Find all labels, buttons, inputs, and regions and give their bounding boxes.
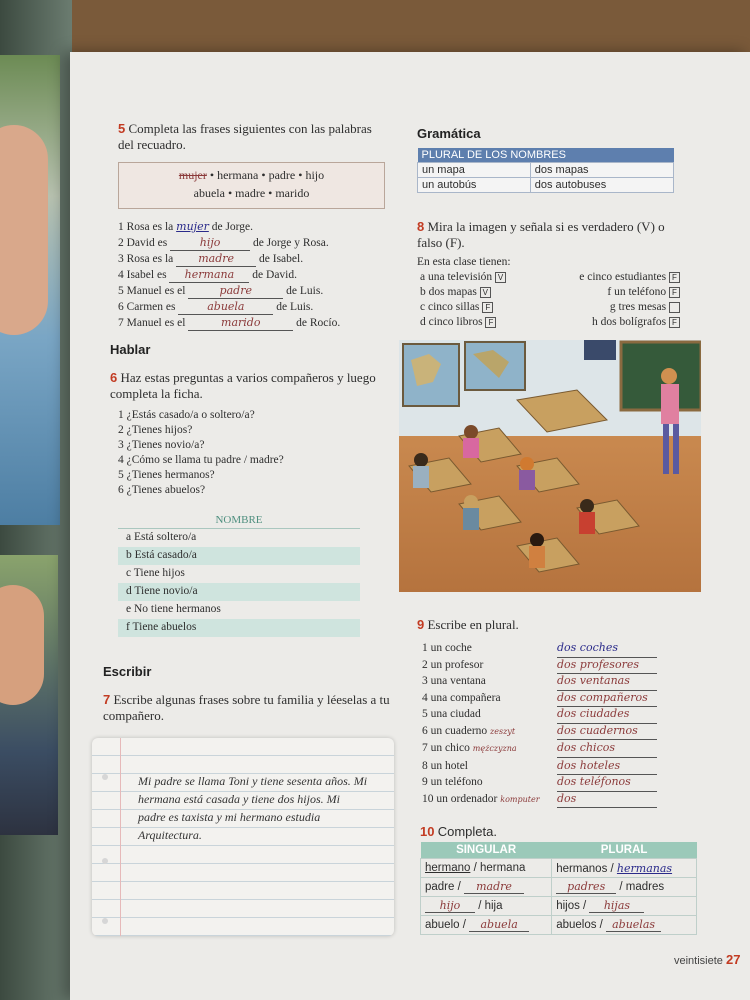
television bbox=[584, 340, 616, 360]
ficha-row[interactable]: d Tiene novio/a bbox=[118, 583, 360, 601]
left-page-edge bbox=[0, 0, 72, 1000]
vf-checkbox[interactable]: F bbox=[482, 302, 493, 313]
ex5-instruction: 5 Completa las frases siguientes con las palabras del recuadro. bbox=[118, 121, 372, 152]
word-5: abuela bbox=[193, 186, 225, 200]
ficha-row[interactable]: c Tiene hijos bbox=[126, 567, 185, 579]
list-item: 6 ¿Tienes abuelos? bbox=[118, 484, 206, 496]
table-row: un autobús dos autobuses bbox=[418, 178, 674, 193]
word-3: padre bbox=[268, 168, 296, 182]
ex5-sentence[interactable]: 2 David es hijo de Jorge y Rosa. bbox=[118, 236, 329, 249]
ex5-word-box: mujer • hermana • padre • hijo abuela • madre • marido bbox=[118, 162, 385, 209]
vf-checkbox[interactable]: F bbox=[669, 317, 680, 328]
ex5-sentence[interactable]: 4 Isabel es hermana de David. bbox=[118, 268, 298, 281]
table-row: un mapa dos mapas bbox=[418, 163, 674, 178]
ex9-row[interactable]: 9 un teléfono dos teléfonos bbox=[422, 774, 662, 791]
vf-item[interactable]: g tres mesas bbox=[610, 300, 680, 315]
vf-item[interactable]: a una televisión V bbox=[420, 270, 506, 285]
vf-checkbox[interactable]: F bbox=[669, 287, 680, 298]
ex9-row[interactable]: 7 un chico mężczyzna dos chicos bbox=[422, 740, 662, 758]
ficha-table bbox=[118, 512, 360, 637]
vf-item[interactable]: f un teléfono F bbox=[607, 285, 680, 300]
col-plural: PLURAL bbox=[552, 842, 697, 859]
ficha-row[interactable]: a Está soltero/a bbox=[126, 531, 197, 543]
ficha-header: NOMBRE bbox=[118, 512, 360, 529]
ex9-instruction: 9 Escribe en plural. bbox=[417, 617, 519, 632]
table-row[interactable]: hijo / hija hijos / hijas bbox=[421, 897, 697, 916]
vf-checkbox[interactable]: F bbox=[669, 272, 680, 283]
hablar-heading: Hablar bbox=[110, 342, 151, 357]
word-1: mujer bbox=[178, 168, 207, 182]
ex6-instruction: 6 Haz estas preguntas a varios compañeros y luego completa la ficha. bbox=[110, 370, 376, 401]
list-item: 2 ¿Tienes hijos? bbox=[118, 424, 193, 436]
ex9-row[interactable]: 1 un coche dos coches bbox=[422, 640, 662, 657]
vf-item[interactable]: e cinco estudiantes F bbox=[579, 270, 680, 285]
ex8-intro: En esta clase tienen: bbox=[417, 256, 511, 268]
ex9-row[interactable]: 4 una compañera dos compañeros bbox=[422, 690, 662, 707]
vf-checkbox[interactable]: V bbox=[495, 272, 506, 283]
ex5-sentence[interactable]: 6 Carmen es abuela de Luis. bbox=[118, 300, 314, 313]
vf-item[interactable]: b dos mapas V bbox=[420, 285, 491, 300]
word-6: madre bbox=[235, 186, 266, 200]
ficha-row[interactable]: b Está casado/a bbox=[118, 547, 360, 565]
note-text: Mi padre se llama Toni y tiene sesenta años. Mi hermana está casada y tiene dos hijos. Mi padre es taxista y mi hermano estudia Arquitectura. bbox=[138, 774, 368, 842]
ex8-instruction: 8 Mira la imagen y señala si es verdadero (V) o falso (F). bbox=[417, 219, 665, 250]
ex9-row[interactable]: 2 un profesor dos profesores bbox=[422, 657, 662, 674]
ex9-row[interactable]: 8 un hotel dos hoteles bbox=[422, 758, 662, 775]
ex9-row[interactable]: 6 un cuaderno zeszyt dos cuadernos bbox=[422, 723, 662, 741]
page-number: veintisiete 27 bbox=[674, 952, 741, 967]
plural-table bbox=[417, 148, 674, 193]
table-row[interactable]: abuelo / abuela abuelos / abuelas bbox=[421, 916, 697, 935]
gramatica-heading: Gramática bbox=[417, 126, 481, 141]
photo-man-top bbox=[0, 55, 60, 525]
vf-checkbox[interactable] bbox=[669, 302, 680, 313]
vf-item[interactable]: c cinco sillas F bbox=[420, 300, 493, 315]
list-item: 5 ¿Tienes hermanos? bbox=[118, 469, 215, 481]
ex5-sentence[interactable]: 5 Manuel es el padre de Luis. bbox=[118, 284, 324, 297]
notebook-paper bbox=[92, 738, 394, 936]
escribir-heading: Escribir bbox=[103, 664, 152, 679]
ex8-items bbox=[420, 270, 680, 330]
ex9-row[interactable]: 5 una ciudad dos ciudades bbox=[422, 706, 662, 723]
ficha-row[interactable]: e No tiene hermanos bbox=[126, 603, 221, 615]
word-4: hijo bbox=[305, 168, 325, 182]
ficha-row[interactable]: f Tiene abuelos bbox=[118, 619, 360, 637]
ex9-items bbox=[422, 640, 662, 808]
word-7: marido bbox=[275, 186, 310, 200]
ex9-row[interactable]: 10 un ordenador komputer dos bbox=[422, 791, 662, 809]
vf-item[interactable]: d cinco libros F bbox=[420, 315, 496, 330]
photo-man-bottom bbox=[0, 555, 58, 835]
ex5-sentences bbox=[118, 219, 388, 331]
list-item: 4 ¿Cómo se llama tu padre / madre? bbox=[118, 454, 284, 466]
singular-plural-table bbox=[420, 842, 697, 935]
ex5-sentence: 1 Rosa es la mujer de Jorge. bbox=[118, 220, 254, 233]
ex5-sentence[interactable]: 7 Manuel es el marido de Rocío. bbox=[118, 316, 341, 329]
table-row[interactable]: hermano / hermana hermanos / hermanas bbox=[421, 859, 697, 878]
classroom-drawing bbox=[399, 340, 701, 592]
ex5-sentence[interactable]: 3 Rosa es la madre de Isabel. bbox=[118, 252, 304, 265]
plural-table-title: PLURAL DE LOS NOMBRES bbox=[418, 148, 674, 163]
vf-checkbox[interactable]: F bbox=[485, 317, 496, 328]
col-singular: SINGULAR bbox=[421, 842, 552, 859]
list-item: 1 ¿Estás casado/a o soltero/a? bbox=[118, 409, 255, 421]
classroom-illustration bbox=[399, 340, 701, 592]
word-2: hermana bbox=[217, 168, 259, 182]
ex6-questions bbox=[118, 408, 388, 498]
list-item: 3 ¿Tienes novio/a? bbox=[118, 439, 205, 451]
vf-checkbox[interactable]: V bbox=[480, 287, 491, 298]
ex10-instruction: 10 Completa. bbox=[420, 824, 497, 839]
ex7-instruction: 7 Escribe algunas frases sobre tu familia y léeselas a tu compañero. bbox=[103, 692, 390, 723]
table-row[interactable]: padre / madre padres / madres bbox=[421, 878, 697, 897]
ex9-row[interactable]: 3 una ventana dos ventanas bbox=[422, 673, 662, 690]
vf-item[interactable]: h dos bolígrafos F bbox=[592, 315, 680, 330]
